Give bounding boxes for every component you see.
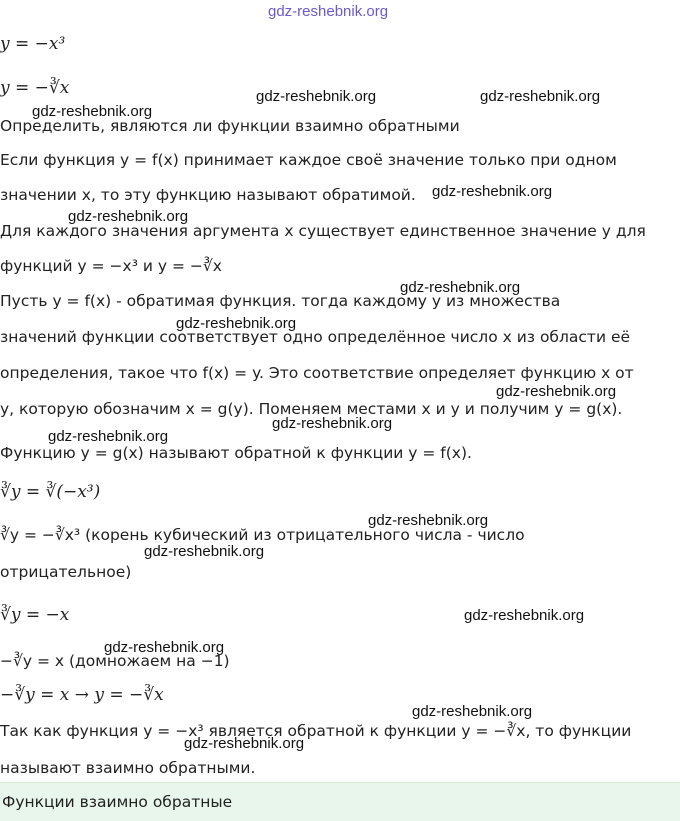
watermark: gdz-reshebnik.org [412,703,533,720]
watermark: gdz-reshebnik.org [144,543,265,560]
watermark: gdz-reshebnik.org [496,383,617,400]
answer-bar [0,782,680,821]
watermark: gdz-reshebnik.org [272,415,393,432]
text-line: Так как функция y = −x³ является обратной к функции y = −∛x, то функции [0,722,632,740]
formula-line: ∛y = −x [0,605,70,625]
formula-line: ∛y = ∛(−x³) [0,482,101,502]
text-line: отрицательное) [0,563,132,581]
text-line: ∛y = −∛x³ (корень кубический из отрицательного числа - число [0,526,525,544]
watermark: gdz-reshebnik.org [104,639,225,656]
watermark: gdz-reshebnik.org [68,208,189,225]
formula-line: y = −x³ [0,34,66,54]
text-line: Функцию y = g(x) называют обратной к функции y = f(x). [0,444,472,462]
watermark: gdz-reshebnik.org [256,88,377,105]
text-line: значений функции соответствует одно определённое число x из области её [0,328,631,346]
watermark: gdz-reshebnik.org [368,512,489,529]
watermark: gdz-reshebnik.org [400,279,521,296]
watermark: gdz-reshebnik.org [268,3,389,20]
watermark: gdz-reshebnik.org [48,428,169,445]
formula-line: y = −∛x [0,78,70,98]
text-line: Для каждого значения аргумента x существует единственное значение y для [0,222,646,240]
task-statement: Определить, являются ли функции взаимно обратными [0,117,460,135]
text-line: Пусть y = f(x) - обратимая функция. тогда каждому y из множества [0,292,561,310]
text-line: Если функция y = f(x) принимает каждое своё значение только при одном [0,151,617,169]
watermark: gdz-reshebnik.org [464,607,585,624]
watermark: gdz-reshebnik.org [432,183,553,200]
watermark: gdz-reshebnik.org [184,735,305,752]
text-line: −∛y = x (домножаем на −1) [0,652,230,670]
answer-label: Функции взаимно обратные [2,793,233,811]
text-line: функций y = −x³ и y = −∛x [0,257,222,275]
watermark: gdz-reshebnik.org [32,103,153,120]
text-line: y, которую обозначим x = g(y). Поменяем местами x и y и получим y = g(x). [0,400,623,418]
watermark: gdz-reshebnik.org [480,88,601,105]
text-line: определения, такое что f(x) = y. Это соответствие определяет функцию x от [0,364,634,382]
formula-line: −∛y = x → y = −∛x [0,685,164,705]
watermark: gdz-reshebnik.org [176,315,297,332]
text-line: называют взаимно обратными. [0,759,256,777]
text-line: значении x, то эту функцию называют обратимой. [0,186,416,204]
